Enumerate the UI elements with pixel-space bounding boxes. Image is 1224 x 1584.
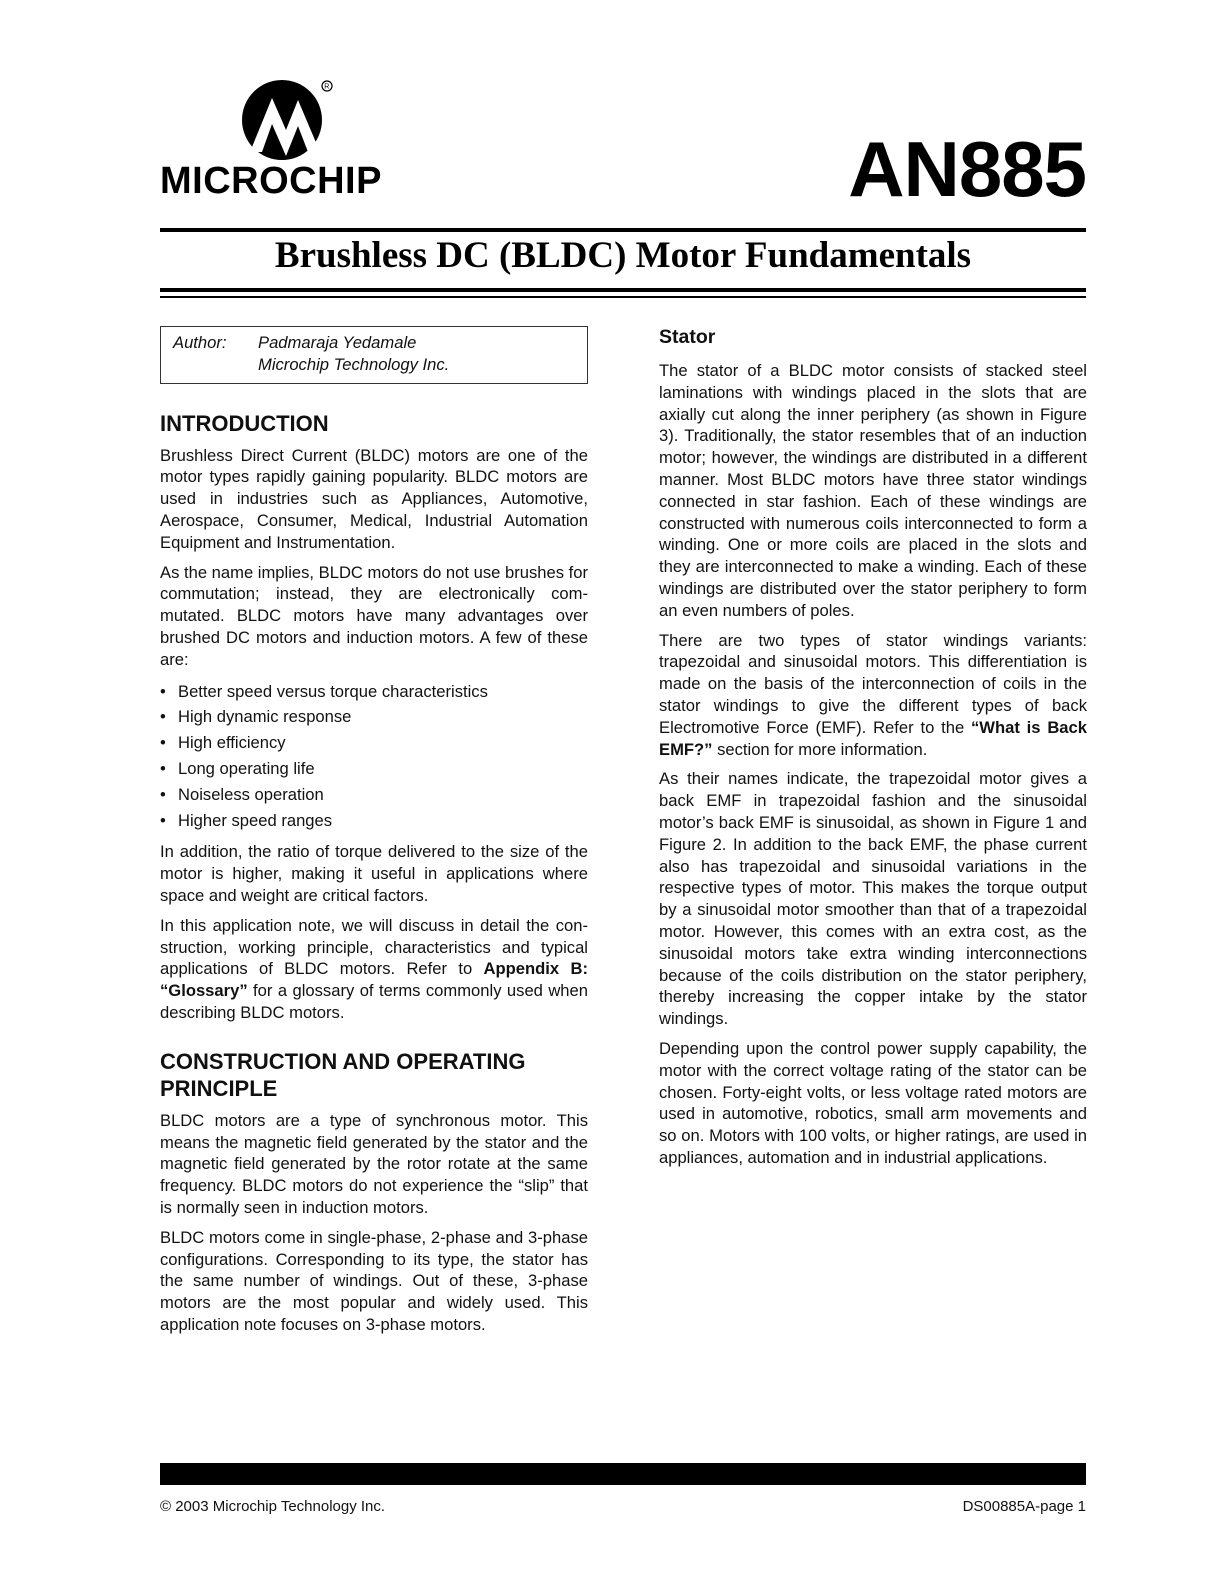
author-box (160, 326, 588, 384)
stator-paragraph-1: The stator of a BLDC motor consists of stacked steel laminations with windings placed in the slots that are axially cut along the inner periphery (as shown in Figure 3). Traditionally, the stator resembles that of an induction motor; however, the windings are distributed in a different manner. Most BLDC motors have three stator windings connected in star fashion. Each of these windings are constructed with numerous coils interconnected to form a winding. One or more coils are placed in the slots and they are interconnected to make a winding. Each of these windings are distributed over the stator periphery to form an even numbers of poles. (659, 361, 1087, 620)
footer-page-number: DS00885A-page 1 (962, 1498, 1086, 1515)
document-id: AN885 (848, 125, 1086, 213)
logo-wordmark: MICROCHIP (160, 160, 382, 202)
intro-paragraph-1: Brushless Direct Current (BLDC) motors are one of the motor types rapidly gaining popularity. BLDC motors are used in industries such as Appliances, Automotive, Aerospace, Consumer, Medical, Industrial Automation Equipment and Instrumentation. (160, 445, 588, 552)
microchip-logo-icon (236, 78, 336, 160)
advantages-list (160, 679, 588, 834)
intro-paragraph-4: In this application note, we will discuss in detail the con-struction, working principle, characteristics and typical applications of BLDC motors. Refer to Appendix B: “Glossary” for a glossary of terms commonly used when describing BLDC motors. (160, 915, 588, 1022)
list-item: • Long operating life (160, 756, 588, 782)
title-rule-thick (160, 288, 1086, 292)
list-item: • Noiseless operation (160, 782, 588, 808)
list-item: • Higher speed ranges (160, 808, 588, 834)
author-name: Padmaraja Yedamale (258, 333, 417, 352)
right-column (659, 326, 1087, 1177)
construction-heading: CONSTRUCTION AND OPERATING PRINCIPLE (160, 1048, 526, 1101)
construction-paragraph-2: BLDC motors come in single-phase, 2-phase and 3-phase configurations. Corresponding to its type, the stator has the same number of windings. Out of these, 3-phase motors are the most popular and widely used. This application note focuses on 3-phase motors. (160, 1227, 588, 1334)
list-item: • High efficiency (160, 730, 588, 756)
title-rule-thin (160, 296, 1086, 298)
back-emf-reference-link[interactable]: “What is Back EMF?” (659, 717, 1087, 759)
construction-paragraph-1: BLDC motors are a type of synchronous motor. This means the magnetic field generated by the stator and the magnetic field generated by the rotor rotate at the same frequency. BLDC motors do not experience the “slip” that is normally seen in induction motors. (160, 1110, 588, 1217)
stator-heading: Stator (659, 326, 716, 348)
introduction-heading: INTRODUCTION (160, 410, 329, 436)
document-title: Brushless DC (BLDC) Motor Fundamentals (274, 235, 972, 276)
stator-paragraph-4: Depending upon the control power supply capability, the motor with the correct voltage rating of the stator can be chosen. Forty-eight volts, or less voltage rated motors are used in automotive, robotics, small arm movements and so on. Motors with 100 volts, or higher ratings, are used in appliances, automation and in industrial applications. (659, 1038, 1087, 1167)
svg-text:R: R (324, 83, 330, 91)
list-item: • High dynamic response (160, 704, 588, 730)
list-item: • Better speed versus torque characteristics (160, 679, 588, 705)
microchip-logo (160, 78, 410, 208)
author-company: Microchip Technology Inc. (258, 354, 450, 374)
intro-paragraph-2: As the name implies, BLDC motors do not use brushes for commutation; instead, they are electronically com-mutated. BLDC motors have many advantages over brushed DC motors and induction motors. A few of these are: (160, 562, 588, 669)
footer-copyright: © 2003 Microchip Technology Inc. (160, 1498, 386, 1515)
left-column (160, 326, 588, 1344)
author-label: Author: (173, 333, 227, 352)
glossary-reference-link[interactable]: Appendix B: “Glossary” (160, 959, 588, 1001)
stator-paragraph-2: There are two types of stator windings variants: trapezoidal and sinusoidal motors. This differentiation is made on the basis of the interconnection of coils in the stator windings to give the different types of back Electromotive Force (EMF). Refer to the “What is Back EMF?” section for more information. (659, 630, 1087, 759)
intro-paragraph-3: In addition, the ratio of torque delivered to the size of the motor is higher, making it useful in applications where space and weight are critical factors. (160, 842, 588, 905)
stator-paragraph-3: As their names indicate, the trapezoidal motor gives a back EMF in trapezoidal fashion and the sinusoidal motor’s back EMF is sinusoidal, as shown in Figure 1 and Figure 2. In addition to the back EMF, the phase current also has trapezoidal and sinusoidal variations in the respective types of motor. This makes the torque output by a sinusoidal motor smoother than that of a trapezoidal motor. However, this comes with an extra cost, as the sinusoidal motors take extra winding interconnections because of the coils distribution on the stator periphery, thereby increasing the copper intake by the stator windings. (659, 769, 1087, 1029)
footer-bar (160, 1463, 1086, 1485)
